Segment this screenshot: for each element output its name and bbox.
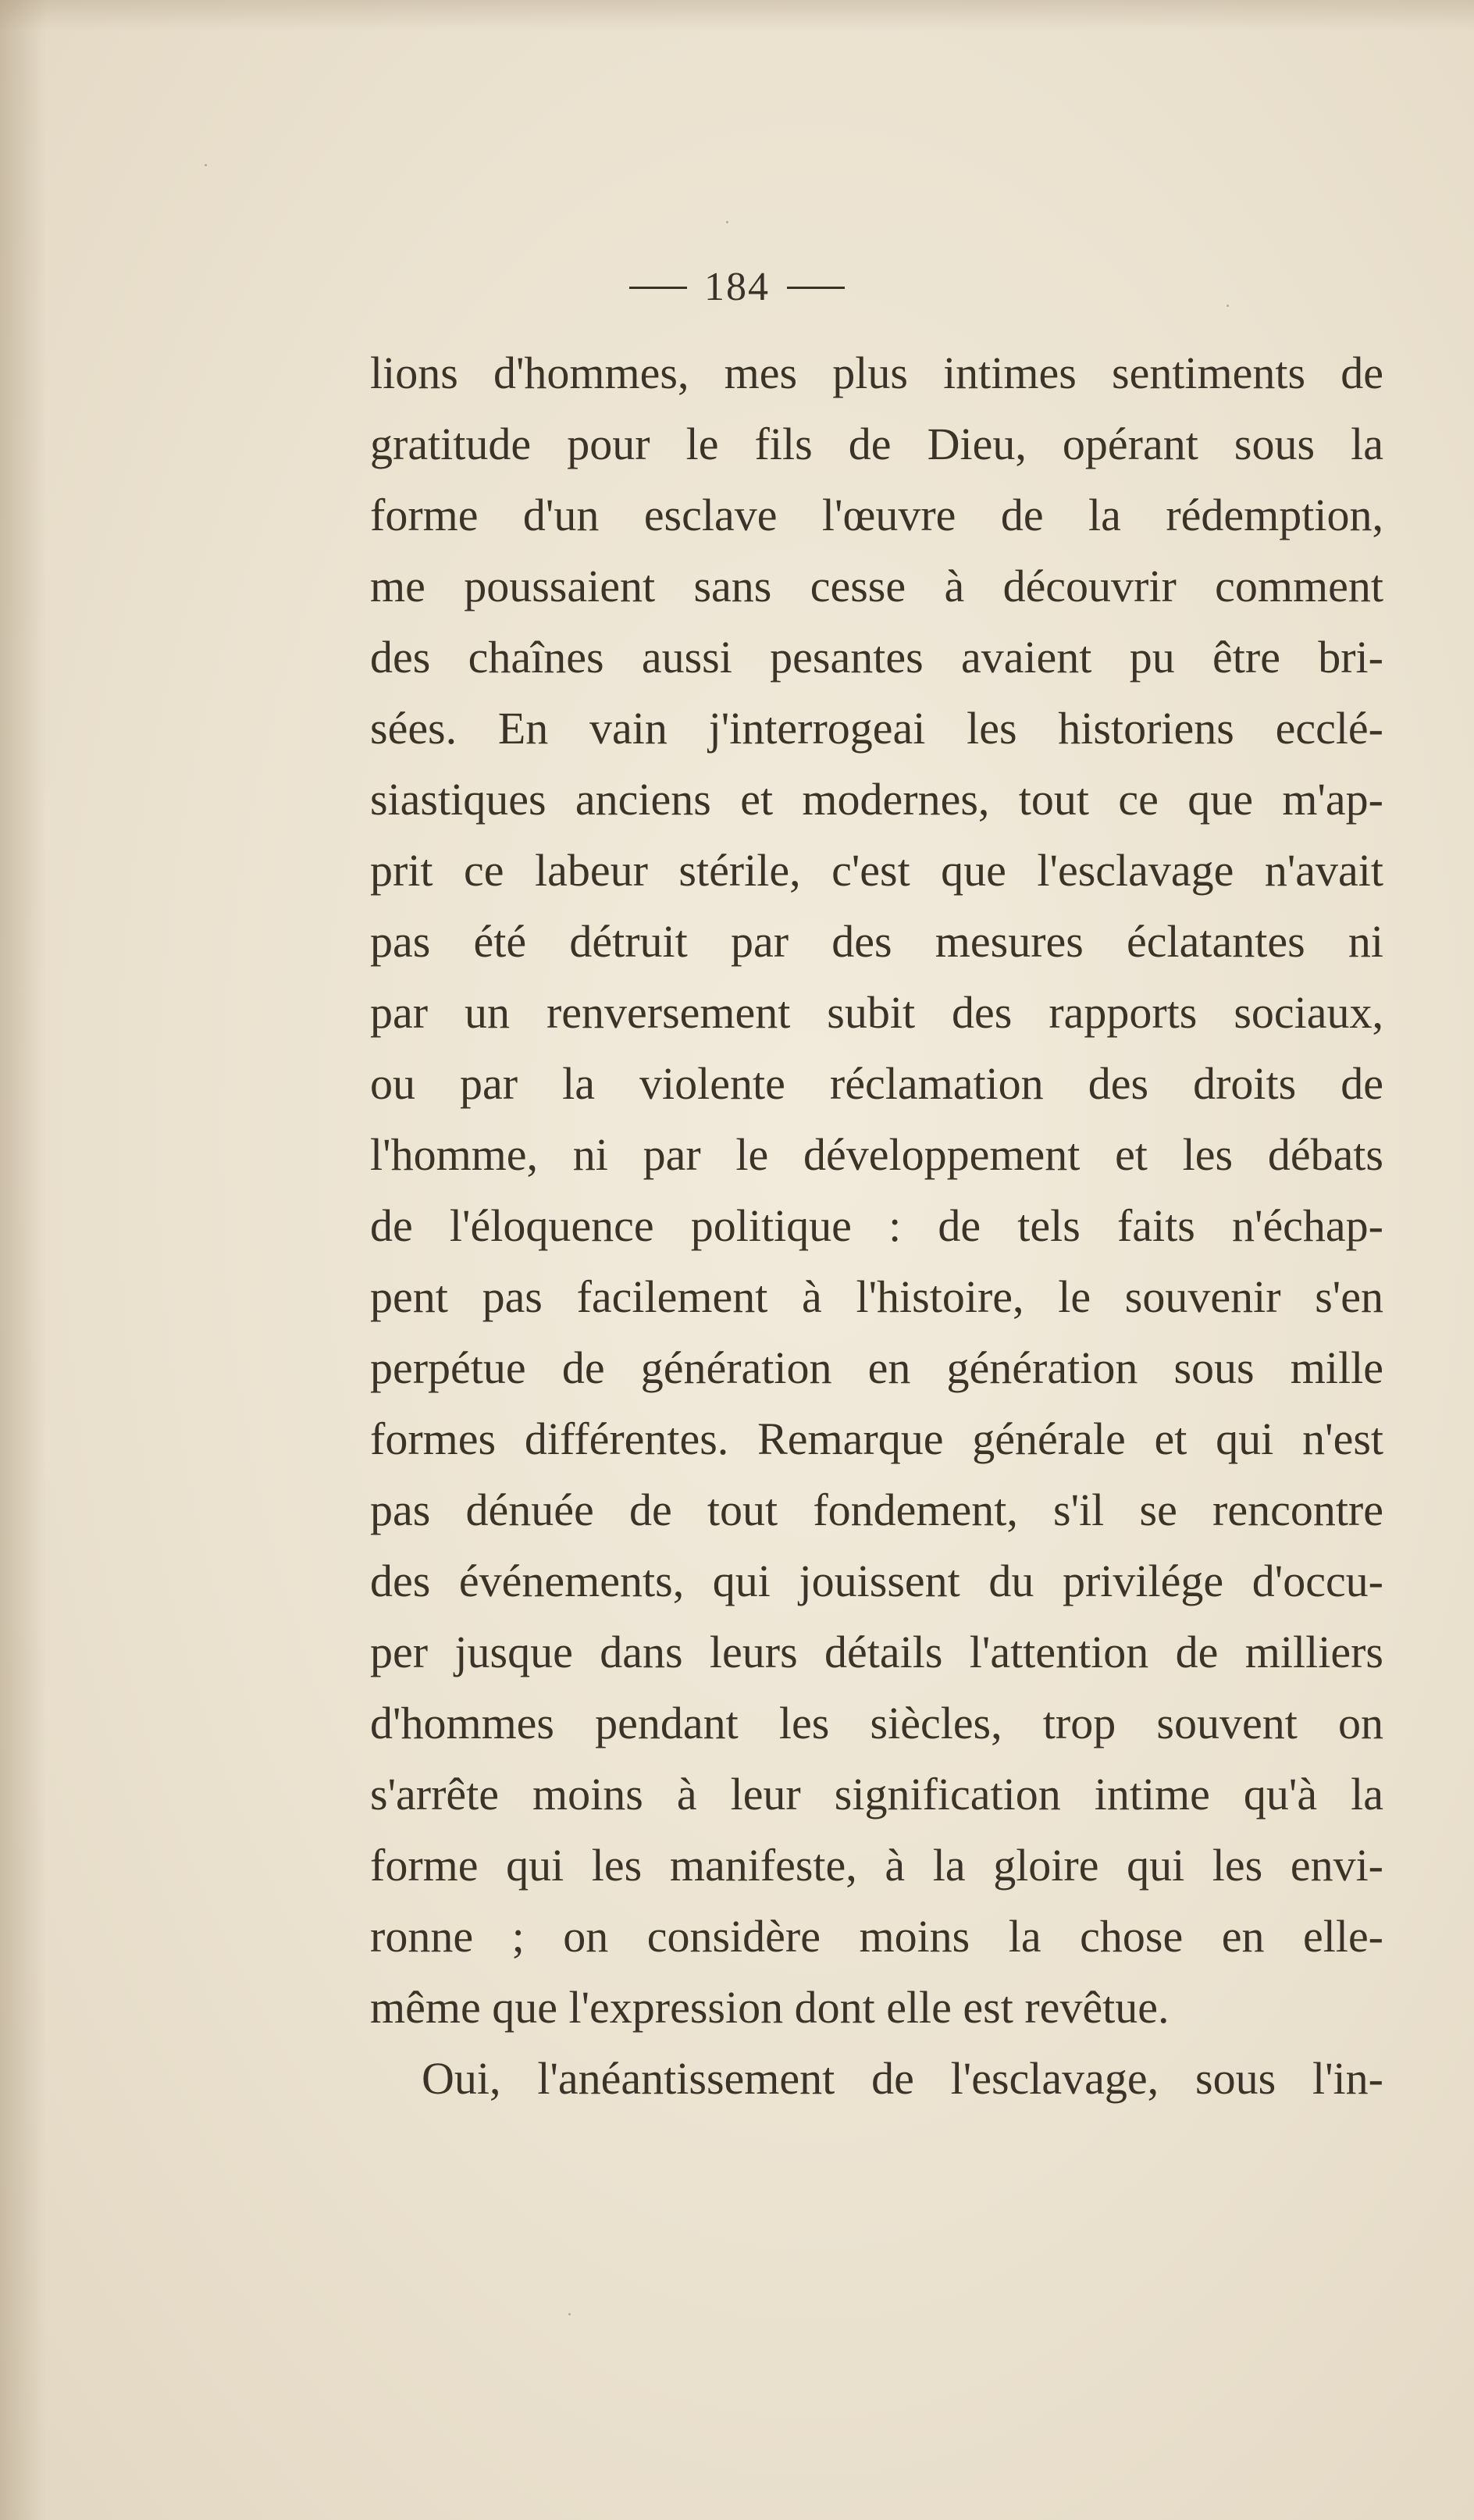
- page-header: [0, 264, 1474, 310]
- text-line: siastiques anciens et modernes, tout ce que m'ap-: [370, 774, 1383, 825]
- paper-speck: [568, 2313, 571, 2315]
- text-line: ronne ; on considère moins la chose en elle-: [370, 1911, 1383, 1962]
- body-text: [370, 337, 1383, 2114]
- text-line: pent pas facilement à l'histoire, le souvenir s'en: [370, 1271, 1383, 1322]
- header-dash-left: [629, 287, 687, 289]
- text-line: gratitude pour le fils de Dieu, opérant sous la: [370, 419, 1383, 469]
- text-line: l'homme, ni par le développement et les débats: [370, 1129, 1383, 1180]
- text-line: pas été détruit par des mesures éclatantes ni: [370, 916, 1383, 967]
- text-line: per jusque dans leurs détails l'attention de milliers: [370, 1627, 1383, 1677]
- text-line: lions d'hommes, mes plus intimes sentiments de: [370, 348, 1383, 398]
- text-line: des événements, qui jouissent du privilége d'occu-: [370, 1556, 1383, 1606]
- text-line: des chaînes aussi pesantes avaient pu être bri-: [370, 632, 1383, 683]
- text-line: pas dénuée de tout fondement, s'il se rencontre: [370, 1485, 1383, 1535]
- text-line: me poussaient sans cesse à découvrir comment: [370, 561, 1383, 611]
- header-dash-right: [787, 287, 845, 289]
- paragraph-start-line: Oui, l'anéantissement de l'esclavage, sous l'in-: [422, 2053, 1383, 2104]
- text-line: perpétue de génération en génération sous mille: [370, 1342, 1383, 1393]
- text-line: forme qui les manifeste, à la gloire qui les envi-: [370, 1840, 1383, 1891]
- paper-speck: [205, 164, 207, 166]
- text-line: de l'éloquence politique : de tels faits n'échap-: [370, 1200, 1383, 1251]
- page-edge-shadow: [0, 0, 47, 2520]
- page-number: 184: [704, 265, 770, 309]
- paragraph-end-line: même que l'expression dont elle est revêtue.: [370, 1982, 1170, 2033]
- text-line: s'arrête moins à leur signification intime qu'à la: [370, 1769, 1383, 1820]
- text-line: prit ce labeur stérile, c'est que l'esclavage n'avait: [370, 845, 1383, 896]
- text-line: formes différentes. Remarque générale et qui n'est: [370, 1413, 1383, 1464]
- paper-speck: [1227, 305, 1229, 307]
- paper-speck: [726, 221, 728, 223]
- text-line: forme d'un esclave l'œuvre de la rédemption,: [370, 490, 1383, 540]
- text-line: par un renversement subit des rapports sociaux,: [370, 987, 1383, 1038]
- text-line: sées. En vain j'interrogeai les historiens ecclé-: [370, 703, 1383, 754]
- text-line: d'hommes pendant les siècles, trop souvent on: [370, 1698, 1383, 1748]
- text-line: ou par la violente réclamation des droits de: [370, 1058, 1383, 1109]
- page-top-shadow: [0, 0, 1474, 31]
